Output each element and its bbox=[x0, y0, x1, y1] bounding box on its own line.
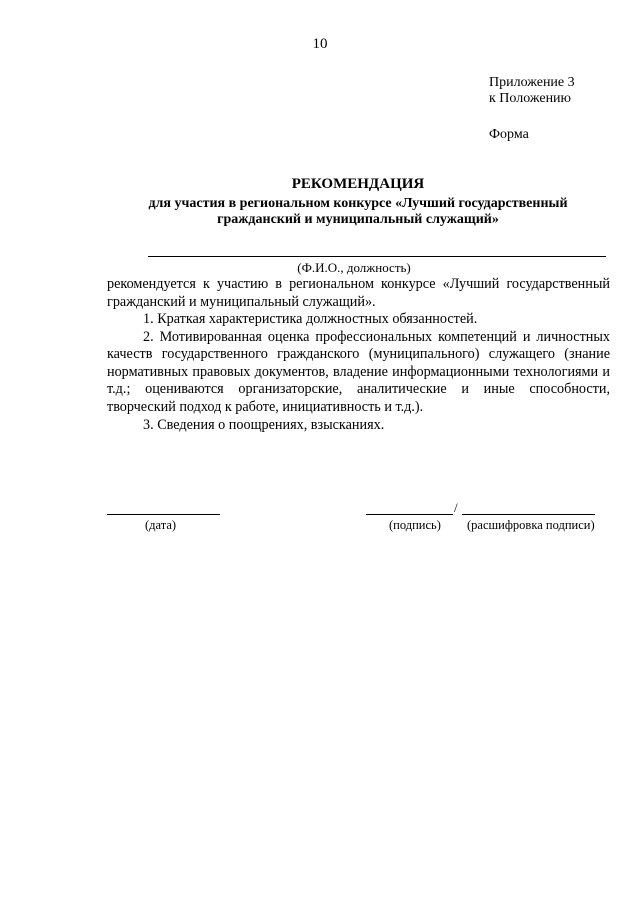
subtitle-line-1: для участия в региональном конкурсе «Лучший государственный bbox=[148, 196, 568, 211]
decoding-blank-line bbox=[462, 514, 595, 515]
date-blank-line bbox=[107, 514, 220, 515]
subtitle-line-2: гражданский и муниципальный служащий» bbox=[217, 212, 499, 227]
date-caption: (дата) bbox=[145, 518, 177, 532]
item-2-paragraph: 2. Мотивированная оценка профессиональных компетенций и личностных качеств государственного гражданского (муниципального) служащего (знание нормативных правовых документов, владение информационными технологиями и т.д.; оцениваются организаторские, аналитические и иные способности, творческий подход к работе, инициативность и т.д.). bbox=[107, 328, 610, 415]
signature-blank-line bbox=[366, 514, 453, 515]
item-1-paragraph: 1. Краткая характеристика должностных обязанностей. bbox=[143, 311, 478, 327]
appendix-reference bbox=[489, 75, 575, 107]
signature-separator: / bbox=[454, 500, 458, 515]
appendix-line-2: к Положению bbox=[489, 91, 572, 106]
appendix-line-1: Приложение 3 bbox=[489, 75, 575, 90]
fio-blank-line bbox=[148, 256, 606, 257]
form-label: Форма bbox=[489, 127, 529, 142]
document-subtitle bbox=[100, 196, 616, 228]
fio-caption: (Ф.И.О., должность) bbox=[297, 260, 411, 275]
page-number: 10 bbox=[312, 36, 328, 52]
recommendation-body bbox=[107, 276, 610, 435]
intro-paragraph: рекомендуется к участию в региональном конкурсе «Лучший государственный гражданский и муниципальный служащий». bbox=[107, 276, 610, 310]
signature-caption: (подпись) bbox=[389, 518, 441, 532]
decoding-caption: (расшифровка подписи) bbox=[467, 518, 595, 532]
item-3-paragraph: 3. Сведения о поощрениях, взысканиях. bbox=[143, 417, 385, 433]
document-title: РЕКОМЕНДАЦИЯ bbox=[291, 176, 425, 192]
